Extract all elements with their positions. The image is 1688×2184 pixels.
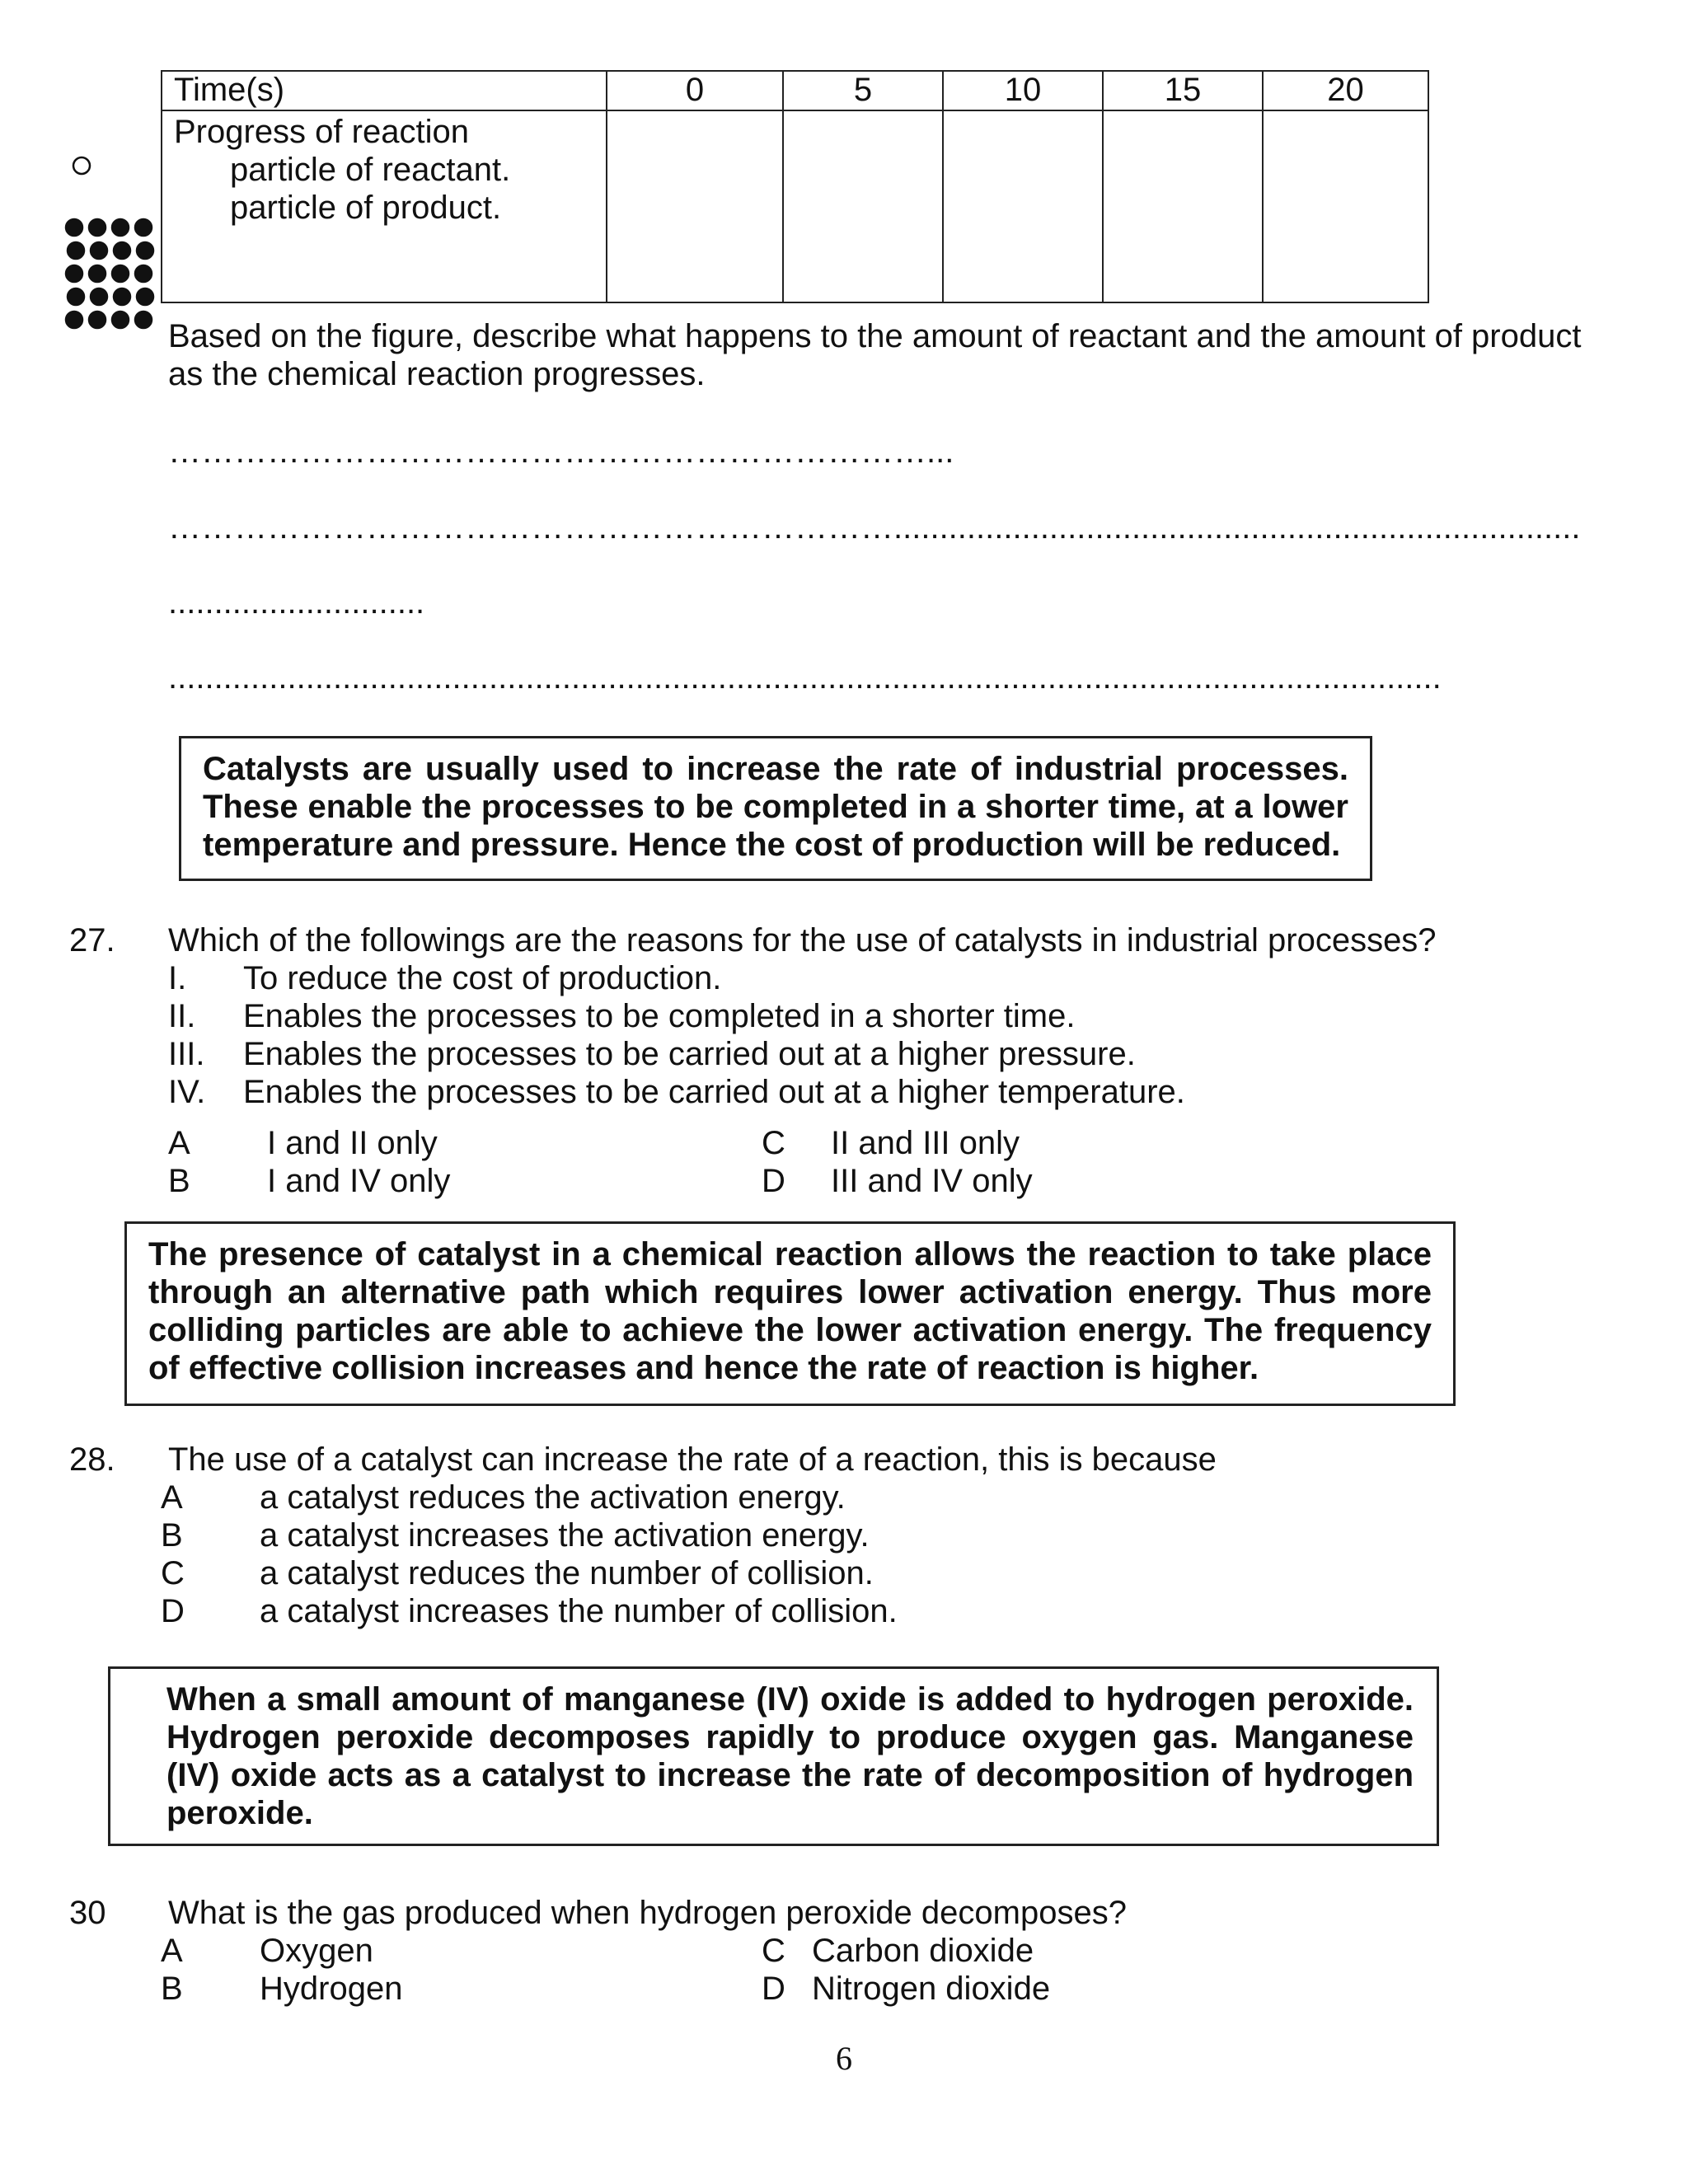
info-box-catalyst-activation: The presence of catalyst in a chemical reaction allows the reaction to take place through an alternative path which requires lower activation energy. Thus more colliding particles are able to achieve the lower activation energy. The frequency of effective collision increases and hence the rate of reaction is higher. [124, 1221, 1456, 1406]
time-10: 10 [943, 71, 1103, 110]
q27-option-c-letter[interactable]: C [762, 1125, 785, 1161]
product-particle [110, 310, 130, 330]
progress-cell [162, 110, 607, 302]
product-particle [89, 241, 109, 260]
product-particle [87, 218, 107, 237]
q27-numeral-3: III. [168, 1036, 205, 1072]
q27-statement-2: Enables the processes to be completed in a shorter time. [243, 998, 1076, 1034]
q30-option-b[interactable]: Hydrogen [260, 1971, 403, 2007]
q30-option-a-letter[interactable]: A [161, 1933, 183, 1969]
time-header: Time(s) [162, 71, 607, 110]
cell-0 [607, 110, 783, 302]
table-header-row [162, 71, 1428, 110]
info-box-manganese-oxide: When a small amount of manganese (IV) oxide is added to hydrogen peroxide. Hydrogen peroxide decomposes rapidly to produce oxygen gas. Manganese (IV) oxide acts as a catalyst to increase the rate of decomposition of hydrogen peroxide. [108, 1666, 1439, 1846]
q28-option-a-letter[interactable]: A [161, 1479, 183, 1516]
cell-10 [943, 110, 1103, 302]
q27-question: Which of the followings are the reasons for the use of catalysts in industrial processes? [168, 922, 1437, 958]
q28-option-b-letter[interactable]: B [161, 1517, 183, 1554]
q27-option-b-letter[interactable]: B [168, 1163, 190, 1199]
q30-option-d-letter[interactable]: D [762, 1971, 785, 2007]
q28-option-d-letter[interactable]: D [161, 1593, 185, 1629]
progress-label: Progress of reaction [174, 114, 469, 150]
reaction-progress-table [161, 70, 1429, 303]
product-particle [112, 241, 132, 260]
q28-number: 28. [69, 1441, 115, 1478]
legend-reactant: particle of reactant. [230, 152, 511, 188]
q27-statement-4: Enables the processes to be carried out at a higher temperature. [243, 1074, 1185, 1110]
product-particle [110, 264, 130, 284]
time-0: 0 [607, 71, 783, 110]
q27-number: 27. [69, 922, 115, 958]
product-particle [66, 287, 86, 307]
product-particle [134, 310, 153, 330]
q27-statement-3: Enables the processes to be carried out at a higher pressure. [243, 1036, 1136, 1072]
q27-option-d-letter[interactable]: D [762, 1163, 785, 1199]
q27-numeral-1: I. [168, 960, 187, 996]
cell-20 [1263, 110, 1428, 302]
product-particle [89, 287, 109, 307]
answer-line-4[interactable]: ........................................................................................................................................... [168, 659, 1442, 696]
reactant-particle-icon [71, 155, 92, 176]
q30-option-d[interactable]: Nitrogen dioxide [812, 1971, 1051, 2007]
q27-option-a[interactable]: I and II only [267, 1125, 438, 1161]
product-particle [112, 287, 132, 307]
figure-question: Based on the figure, describe what happens to the amount of reactant and the amount of product as the chemical reaction progresses. [168, 318, 1582, 392]
legend-product: particle of product. [230, 190, 502, 226]
product-particle [87, 264, 107, 284]
product-particle [110, 218, 130, 237]
table-body-row [162, 110, 1428, 302]
q27-option-d[interactable]: III and IV only [831, 1163, 1033, 1199]
time-5: 5 [783, 71, 943, 110]
answer-line-1[interactable]: ……………………………………………………………... [168, 434, 954, 470]
q30-option-a[interactable]: Oxygen [260, 1933, 373, 1969]
q30-option-c[interactable]: Carbon dioxide [812, 1933, 1034, 1969]
product-particle [134, 264, 153, 284]
product-particle [135, 287, 155, 307]
cell-5 [783, 110, 943, 302]
info-box-catalysts-industry: Catalysts are usually used to increase the rate of industrial processes. These enable the processes to be completed in a shorter time, at a lower temperature and pressure. Hence the cost of production will be reduced. [179, 736, 1372, 881]
q28-option-c[interactable]: a catalyst reduces the number of collision. [260, 1555, 874, 1591]
q27-numeral-2: II. [168, 998, 196, 1034]
product-particle [64, 218, 84, 237]
product-particle [135, 241, 155, 260]
product-particles-icon [63, 216, 160, 333]
product-particle [87, 310, 107, 330]
q27-option-b[interactable]: I and IV only [267, 1163, 451, 1199]
q30-number: 30 [69, 1895, 106, 1931]
product-particle [134, 218, 153, 237]
q28-option-a[interactable]: a catalyst reduces the activation energy. [260, 1479, 846, 1516]
time-20: 20 [1263, 71, 1428, 110]
q30-option-b-letter[interactable]: B [161, 1971, 183, 2007]
q27-numeral-4: IV. [168, 1074, 206, 1110]
q30-option-c-letter[interactable]: C [762, 1933, 785, 1969]
q28-option-b[interactable]: a catalyst increases the activation energy. [260, 1517, 870, 1554]
answer-line-3[interactable]: ............................ [168, 584, 425, 621]
q30-question: What is the gas produced when hydrogen peroxide decomposes? [168, 1895, 1127, 1931]
product-particle [64, 310, 84, 330]
q27-option-a-letter[interactable]: A [168, 1125, 190, 1161]
q28-option-c-letter[interactable]: C [161, 1555, 185, 1591]
page-number: 6 [836, 2040, 852, 2077]
cell-15 [1103, 110, 1263, 302]
q27-statement-1: To reduce the cost of production. [243, 960, 722, 996]
answer-line-2[interactable]: …………………………………………………………........................................................................... [168, 509, 1581, 546]
product-particle [64, 264, 84, 284]
q28-question: The use of a catalyst can increase the rate of a reaction, this is because [168, 1441, 1217, 1478]
q27-option-c[interactable]: II and III only [831, 1125, 1020, 1161]
time-15: 15 [1103, 71, 1263, 110]
product-particle [66, 241, 86, 260]
q28-option-d[interactable]: a catalyst increases the number of collision. [260, 1593, 898, 1629]
